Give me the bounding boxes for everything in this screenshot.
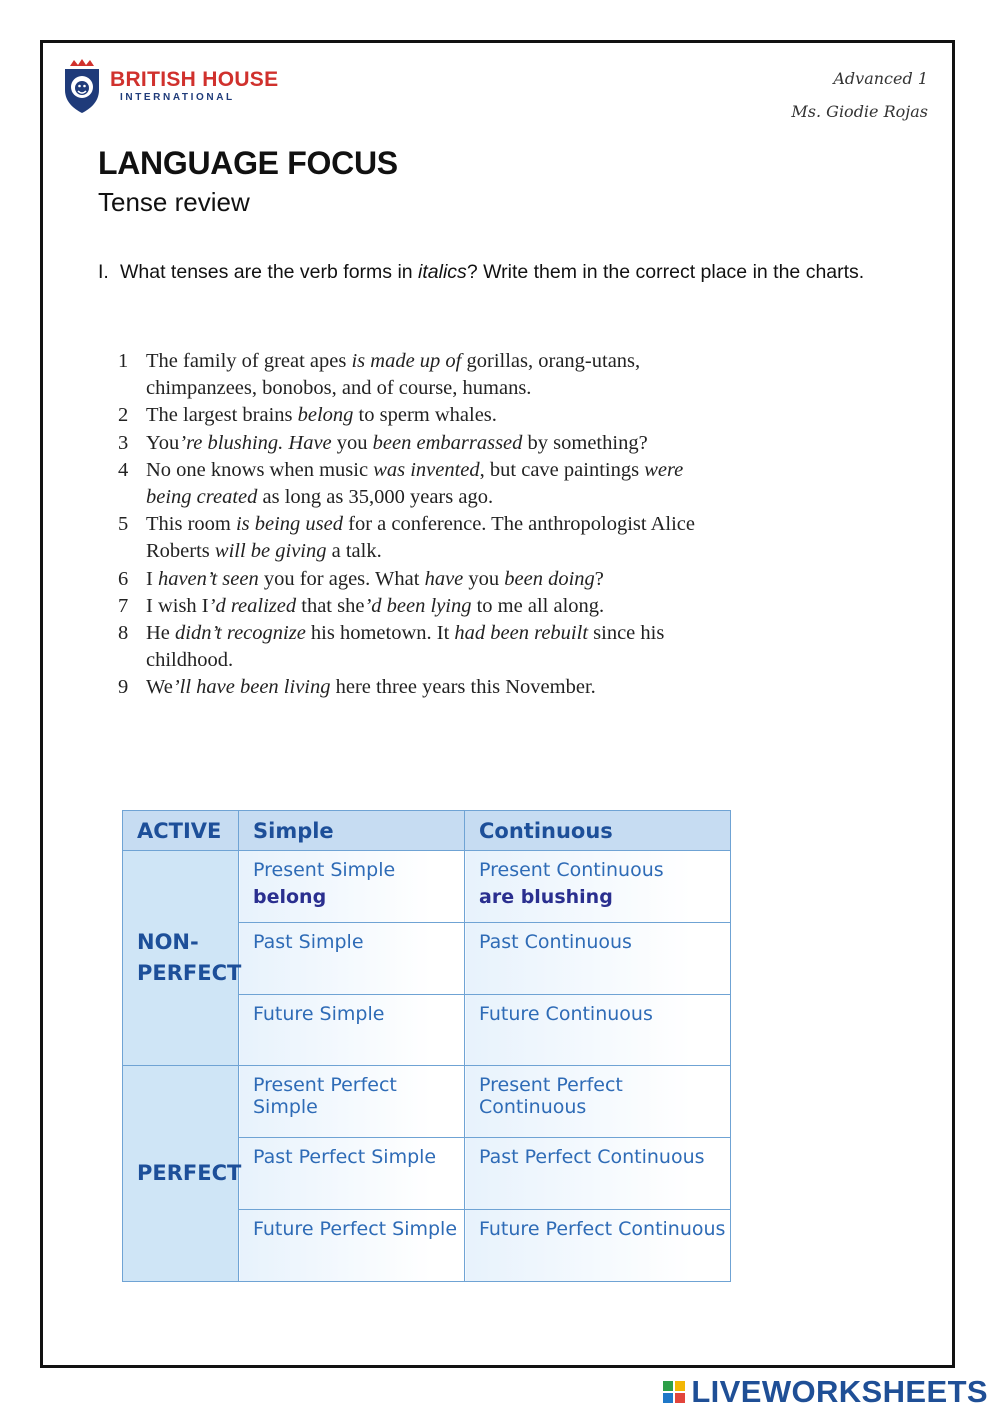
- liveworksheets-logo-icon: [663, 1381, 685, 1403]
- sentence-item: [118, 674, 698, 701]
- italic-verb-form: had been rebuilt: [454, 622, 589, 645]
- lion-shield-icon: [62, 58, 102, 114]
- cell-present-continuous[interactable]: [465, 851, 731, 923]
- sentence-item: [118, 402, 698, 429]
- cell-label: Present Perfect Continuous: [479, 1074, 623, 1119]
- sentence-fragment: gorillas, orang-utans, chimpanzees, bonobos, and of course, humans.: [146, 350, 641, 400]
- sentence-number: 9: [118, 676, 129, 699]
- sentence-fragment: his hometown. It: [305, 622, 455, 645]
- cell-label: Past Simple: [253, 930, 364, 953]
- logo-brand: BRITISH HOUSE: [110, 68, 279, 91]
- sentence-fragment: He: [146, 622, 176, 645]
- sentence-fragment: We: [146, 676, 173, 699]
- answer-text[interactable]: are blushing: [479, 886, 613, 908]
- cell-present-perfect-continuous[interactable]: [465, 1066, 731, 1138]
- cell-label: Past Perfect Continuous: [479, 1146, 705, 1169]
- teacher-name: Ms. Giodie Rojas: [791, 102, 928, 121]
- sentence-fragment: I: [146, 567, 158, 590]
- chart-row: [123, 1066, 731, 1138]
- sentence-item: [118, 430, 698, 457]
- chart-row: [123, 851, 731, 923]
- sentence-item: [118, 593, 698, 620]
- sentence-item: [118, 511, 698, 565]
- chart-header-active: ACTIVE: [123, 811, 239, 851]
- instruction-text-before: What tenses are the verb forms in: [120, 261, 419, 283]
- sentence-fragment: , but cave paintings: [479, 458, 645, 481]
- cell-label: Present Continuous: [479, 859, 664, 881]
- sentence-fragment: The family of great apes: [146, 350, 352, 372]
- sentence-fragment: to sperm whales.: [353, 404, 497, 427]
- sentence-text: [146, 620, 698, 674]
- cell-label: Future Perfect Continuous: [479, 1218, 726, 1241]
- sentence-fragment: to me all along.: [471, 594, 605, 617]
- italic-verb-form: ’re blushing. Have: [179, 431, 332, 454]
- sentence-fragment: a talk.: [326, 540, 382, 563]
- footer-brand: LIVEWORKSHEETS: [691, 1374, 988, 1409]
- sentence-fragment: you: [331, 431, 373, 454]
- instruction-number: I.: [98, 261, 109, 283]
- sentence-fragment: for a conference. The anthropologist Alice Roberts: [146, 513, 695, 563]
- school-logo: [62, 58, 278, 114]
- chart-header-simple: Simple: [239, 811, 465, 851]
- sentence-text: [146, 457, 698, 511]
- sentence-fragment: You: [146, 431, 180, 454]
- chart-header-continuous: Continuous: [465, 811, 731, 851]
- cell-future-perfect-continuous[interactable]: [465, 1210, 731, 1282]
- answer-text[interactable]: belong: [253, 886, 327, 908]
- instruction-text-after: ? Write them in the correct place in the charts.: [466, 261, 865, 283]
- chart-header-row: [123, 811, 731, 851]
- sentence-text: [146, 511, 698, 565]
- cell-past-continuous[interactable]: [465, 922, 731, 994]
- sentence-text: [146, 593, 604, 620]
- instruction-text-italic: italics: [418, 261, 467, 283]
- sentence-item: [118, 348, 698, 402]
- italic-verb-form: didn’t recognize: [175, 622, 306, 645]
- group-non-perfect: [123, 851, 242, 1066]
- sentence-fragment: you for ages. What: [258, 567, 425, 590]
- cell-label: Present Perfect Simple: [253, 1074, 397, 1119]
- sentence-number: 1: [118, 350, 129, 372]
- italic-verb-form: was invented: [373, 458, 480, 481]
- sentence-fragment: I wish I: [146, 594, 209, 617]
- sentence-fragment: No one knows when music: [146, 458, 374, 481]
- italic-verb-form: ’d realized: [208, 594, 297, 617]
- italic-verb-form: ’d been lying: [364, 594, 472, 617]
- cell-future-simple[interactable]: [239, 994, 465, 1066]
- sentence-fragment: by something?: [522, 431, 648, 454]
- exercise-instruction: [98, 259, 898, 286]
- cell-label: Future Continuous: [479, 1002, 653, 1025]
- tense-chart: [122, 810, 731, 1282]
- sentence-number: 2: [118, 404, 129, 427]
- sentence-item: [118, 457, 698, 511]
- sentence-item: [118, 620, 698, 674]
- sentence-fragment: This room: [146, 513, 236, 536]
- liveworksheets-watermark: [663, 1374, 988, 1410]
- italic-verb-form: is made up of: [351, 350, 462, 372]
- sentence-fragment: since his childhood.: [146, 622, 665, 672]
- group-non-perfect-line1: NON-: [137, 930, 199, 955]
- italic-verb-form: were being created: [146, 458, 684, 509]
- group-perfect: PERFECT: [123, 1066, 239, 1282]
- italic-verb-form: will be giving: [214, 540, 327, 563]
- sentence-list: [118, 348, 698, 702]
- cell-label: Past Continuous: [479, 930, 632, 953]
- sentence-fragment: that she: [296, 594, 365, 617]
- sentence-item: [118, 566, 698, 593]
- cell-future-continuous[interactable]: [465, 994, 731, 1066]
- cell-present-perfect-simple[interactable]: [239, 1066, 465, 1138]
- sentence-number: 7: [118, 594, 129, 617]
- sentence-text: [146, 348, 698, 402]
- italic-verb-form: is being used: [235, 513, 344, 536]
- sentence-text: [146, 566, 604, 593]
- logo-subtitle: INTERNATIONAL: [120, 92, 235, 103]
- sentence-number: 4: [118, 458, 129, 481]
- cell-present-simple[interactable]: [239, 851, 465, 923]
- sentence-number: 8: [118, 622, 129, 645]
- italic-verb-form: have: [424, 567, 464, 590]
- page-title: LANGUAGE FOCUS: [98, 145, 398, 181]
- italic-verb-form: ’ll have been living: [172, 676, 331, 699]
- italic-verb-form: belong: [297, 404, 354, 427]
- cell-past-perfect-simple[interactable]: [239, 1138, 465, 1210]
- cell-past-simple[interactable]: [239, 922, 465, 994]
- italic-verb-form: been doing: [504, 567, 595, 590]
- cell-past-perfect-continuous[interactable]: [465, 1138, 731, 1210]
- cell-future-perfect-simple[interactable]: [239, 1210, 465, 1282]
- sentence-text: [146, 674, 596, 701]
- cell-label: Future Perfect Simple: [253, 1218, 458, 1241]
- sentence-number: 5: [118, 513, 129, 536]
- cell-label: Future Simple: [253, 1002, 385, 1025]
- cell-label: Present Simple: [253, 859, 396, 881]
- sentence-fragment: here three years this November.: [330, 676, 596, 699]
- cell-label: Past Perfect Simple: [253, 1146, 437, 1169]
- sentence-number: 6: [118, 567, 129, 590]
- teacher-note: [791, 62, 928, 128]
- sentence-number: 3: [118, 431, 129, 454]
- italic-verb-form: been embarrassed: [372, 431, 523, 454]
- sentence-fragment: ?: [594, 567, 604, 590]
- sentence-fragment: as long as 35,000 years ago.: [257, 486, 494, 509]
- page-subtitle: Tense review: [98, 187, 250, 217]
- sentence-fragment: The largest brains: [146, 404, 298, 427]
- italic-verb-form: haven’t seen: [157, 567, 259, 590]
- sentence-text: [146, 430, 648, 457]
- sentence-fragment: you: [463, 567, 505, 590]
- sentence-text: [146, 402, 497, 429]
- instruction-text: [120, 259, 864, 286]
- group-non-perfect-line2: PERFECT: [137, 961, 242, 986]
- course-level: Advanced 1: [833, 69, 928, 88]
